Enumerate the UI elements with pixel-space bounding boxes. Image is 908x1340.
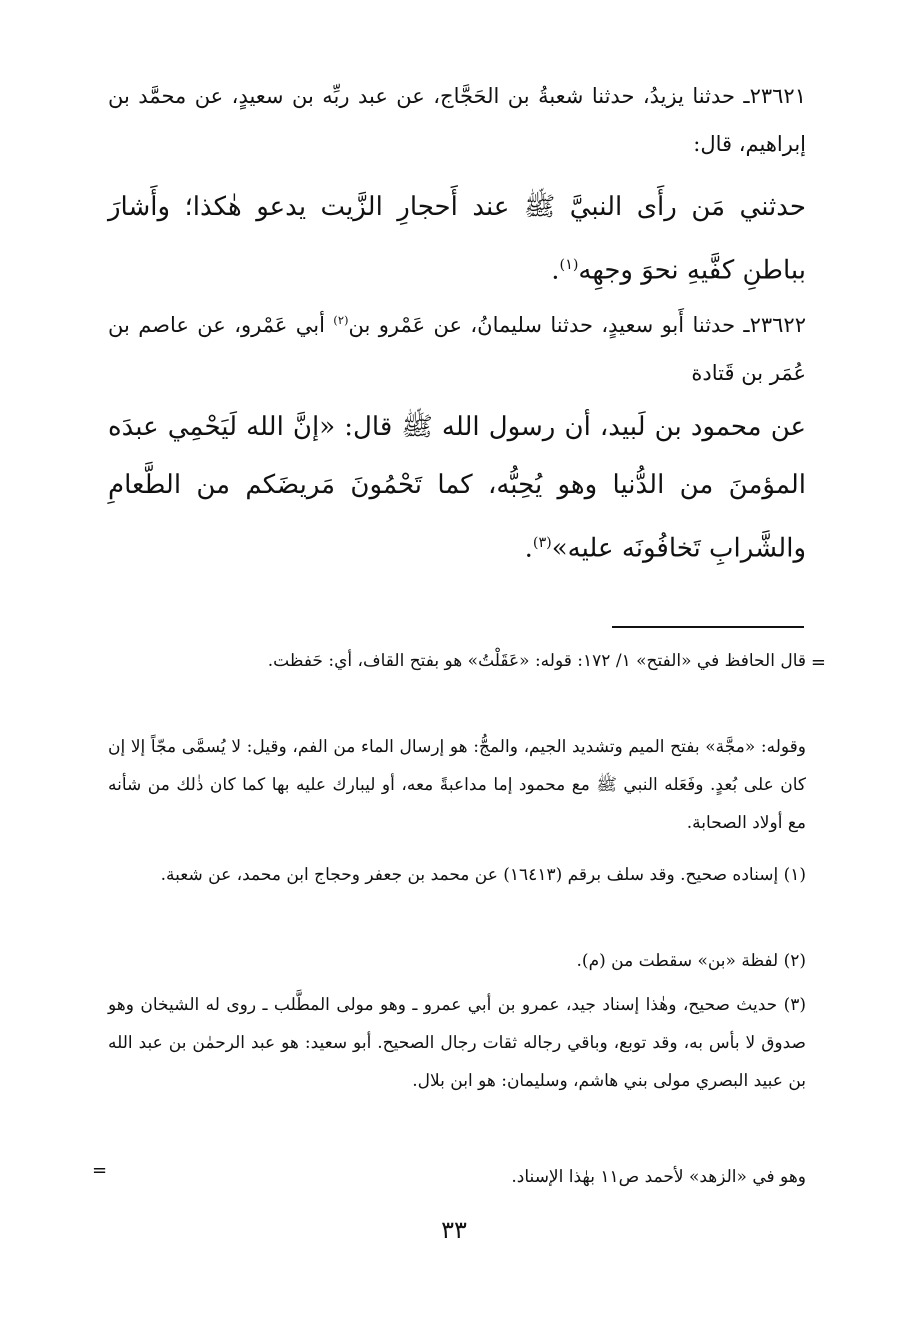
footnote-ref: (٣) [532, 535, 552, 551]
footnote-text: (١) إسناده صحيح. وقد سلف برقم (١٦٤١٣) عن محمد بن جعفر وحجاج ابن محمد، عن شعبة. [160, 865, 806, 885]
full-stop: . [551, 255, 560, 286]
footnote-text: (٣) حديث صحيح، وهٰذا إسناد جيد، عمرو بن أبي عمرو ـ وهو مولى المطَّلب ـ روى له الشيخان وهو صدوق لا بأس به، وقد توبع، وباقي رجاله ثقات رجال الصحيح. أبو سعيد: هو عبد الرحمٰن بن عبد الله بن عبيد البصري مولى بني هاشم، وسليمان: هو ابن بلال. [108, 995, 806, 1091]
hadith-isnad-23621 [108, 72, 806, 168]
matn-text: عن محمود بن لَبيد، أن رسول الله ﷺ قال: «إنَّ الله لَيَحْمِي عبدَه المؤمنَ من الدُّنيا وهو يُحِبُّه، كما تَحْمُونَ مَريضَكم من الطَّعامِ والشَّرابِ تَخافُونَه عليه» [108, 412, 806, 564]
matn-text: حدثني مَن رأَى النبيَّ ﷺ عند أَحجارِ الزَّيت يدعو هٰكذا؛ وأَشارَ بباطنِ كفَّيهِ نحوَ وجهِه [108, 192, 806, 286]
full-stop: . [524, 533, 533, 564]
footnote-text: وقوله: «مجَّة» بفتح الميم وتشديد الجيم، والمجُّ: هو إرسال الماء من الفم، وقيل: لا يُسمَّى مجّاً إلا إن كان على بُعدٍ. وفَعَله النبي ﷺ مع محمود إما مداعبةً معه، أو ليبارك عليه بها كما كان ذٰلك من شأنه مع أولاد الصحابة. [108, 737, 806, 833]
hadith-matn-23622 [108, 398, 806, 578]
footnote-3 [108, 986, 806, 1100]
footnote-ref: (١) [559, 257, 579, 273]
footnote-2 [108, 942, 806, 980]
footnote-continuation-1 [108, 642, 806, 680]
isnad-text: ٢٣٦٢١ـ حدثنا يزيدُ، حدثنا شعبةُ بن الحَجَّاج، عن عبد ربِّه بن سعيدٍ، عن محمَّد بن إبراهيم، قال: [108, 84, 806, 156]
hadith-isnad-23622 [108, 296, 806, 397]
footnote-3-continued [108, 1158, 806, 1196]
continuation-marker: = [810, 652, 826, 673]
footnote-continuation-2 [108, 728, 806, 842]
isnad-text-a: ٢٣٦٢٢ـ حدثنا أَبو سعيدٍ، حدثنا سليمانُ، عن عَمْرو بن [348, 313, 806, 337]
footnote-text: (٢) لفظة «بن» سقطت من (م). [576, 951, 806, 971]
footnote-1 [108, 856, 806, 894]
footnote-text: قال الحافظ في «الفتح» ١/ ١٧٢: قوله: «عَقَلْتُ» هو بفتح القاف، أي: حَفظت. [267, 651, 806, 671]
page-number: ٣٣ [441, 1216, 467, 1244]
footnote-separator [612, 626, 804, 628]
isnad-text-b: أبي عَمْرو، عن عاصم بن عُمَر بن قَتادة [108, 313, 806, 385]
next-page-marker: = [92, 1160, 108, 1181]
hadith-matn-23621 [108, 178, 806, 300]
footnote-text: وهو في «الزهد» لأحمد ص١١ بهٰذا الإسناد. [511, 1167, 806, 1187]
footnote-ref: (٢) [333, 313, 349, 327]
